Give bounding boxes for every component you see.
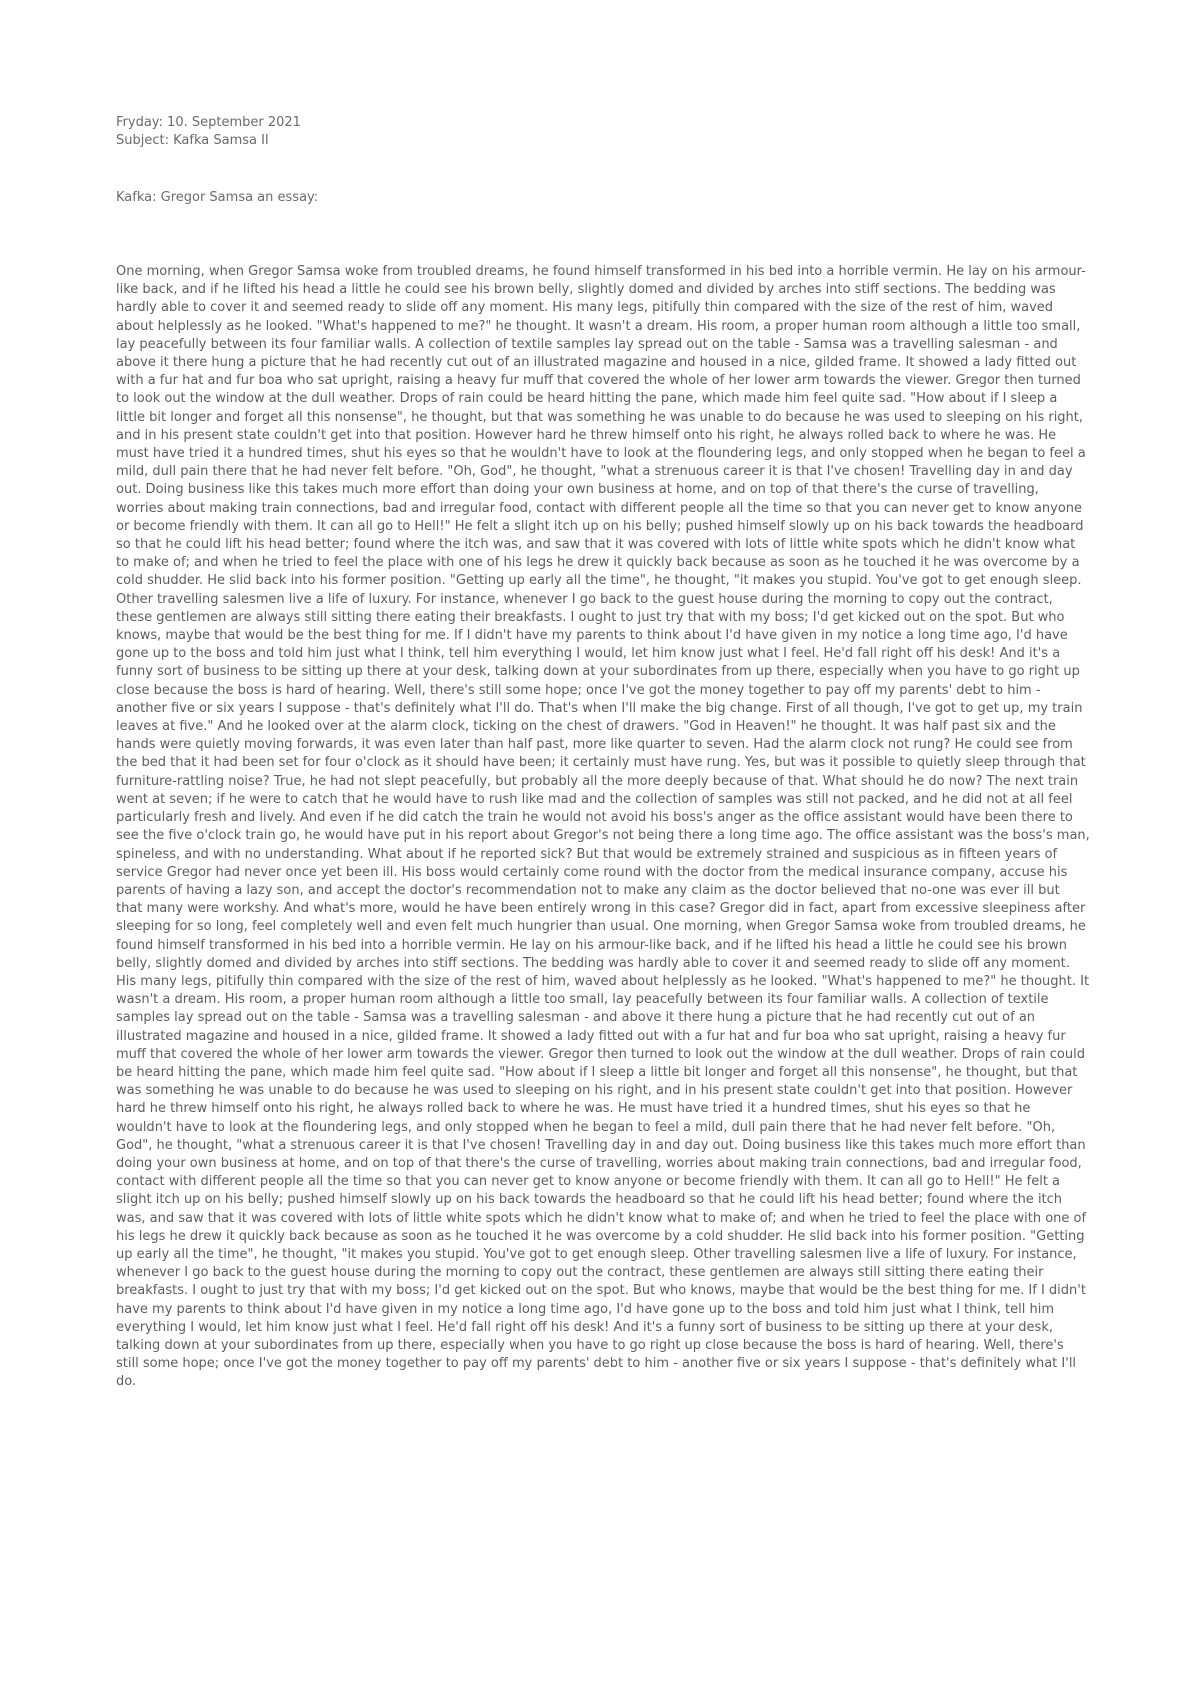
- essay-body: One morning, when Gregor Samsa woke from troubled dreams, he found himself transformed in his bed into a horrible vermin. He lay on his armour-like back, and if he lifted his head a little he could see his brown belly, slightly domed and divided by arches into stiff sections. The bedding was hardly able to cover it and seemed ready to slide off any moment. His many legs, pitifully thin compared with the size of the rest of him, waved about helplessly as he looked. "What's happened to me?" he thought. It wasn't a dream. His room, a proper human room although a little too small, lay peacefully between its four familiar walls. A collection of textile samples lay spread out on the table - Samsa was a travelling salesman - and above it there hung a picture that he had recently cut out of an illustrated magazine and housed in a nice, gilded frame. It showed a lady fitted out with a fur hat and fur boa who sat upright, raising a heavy fur muff that covered the whole of her lower arm towards the viewer. Gregor then turned to look out the window at the dull weather. Drops of rain could be heard hitting the pane, which made him feel quite sad. "How about if I sleep a little bit longer and forget all this nonsense", he thought, but that was something he was unable to do because he was used to sleeping on his right, and in his present state couldn't get into that position. However hard he threw himself onto his right, he always rolled back to where he was. He must have tried it a hundred times, shut his eyes so that he wouldn't have to look at the floundering legs, and only stopped when he began to feel a mild, dull pain there that he had never felt before. "Oh, God", he thought, "what a strenuous career it is that I've chosen! Travelling day in and day out. Doing business like this takes much more effort than doing your own business at home, and on top of that there's the curse of travelling, worries about making train connections, bad and irregular food, contact with different people all the time so that you can never get to know anyone or become friendly with them. It can all go to Hell!" He felt a slight itch up on his belly; pushed himself slowly up on his back towards the headboard so that he could lift his head better; found where the itch was, and saw that it was covered with lots of little white spots which he didn't know what to make of; and when he tried to feel the place with one of his legs he drew it quickly back because as soon as he touched it he was overcome by a cold shudder. He slid back into his former position. "Getting up early all the time", he thought, "it makes you stupid. You've got to get enough sleep. Other travelling salesmen live a life of luxury. For instance, whenever I go back to the guest house during the morning to copy out the contract, these gentlemen are always still sitting there eating their breakfasts. I ought to just try that with my boss; I'd get kicked out on the spot. But who knows, maybe that would be the best thing for me. If I didn't have my parents to think about I'd have given in my notice a long time ago, I'd have gone up to the boss and told him just what I think, tell him everything I would, let him know just what I feel. He'd fall right off his desk! And it's a funny sort of business to be sitting up there at your desk, talking down at your subordinates from up there, especially when you have to go right up close because the boss is hard of hearing. Well, there's still some hope; once I've got the money together to pay off my parents' debt to him - another five or six years I suppose - that's definitely what I'll do. That's when I'll make the big change. First of all though, I've got to get up, my train leaves at five." And he looked over at the alarm clock, ticking on the chest of drawers. "God in Heaven!" he thought. It was half past six and the hands were quietly moving forwards, it was even later than half past, more like quarter to seven. Had the alarm clock not rung? He could see from the bed that it had been set for four o'clock as it should have been; it certainly must have rung. Yes, but was it possible to quietly sleep through that furniture-rattling noise? True, he had not slept peacefully, but probably all the more deeply because of that. What should he do now? The next train went at seven; if he were to catch that he would have to rush like mad and the collection of samples was still not packed, and he did not at all feel particularly fresh and lively. And even if he did catch the train he would not avoid his boss's anger as the office assistant would have been there to see the five o'clock train go, he would have put in his report about Gregor's not being there a long time ago. The office assistant was the boss's man, spineless, and with no understanding. What about if he reported sick? But that would be extremely strained and suspicious as in fifteen years of service Gregor had never once yet been ill. His boss would certainly come round with the doctor from the medical insurance company, accuse his parents of having a lazy son, and accept the doctor's recommendation not to make any claim as the doctor believed that no-one was ever ill but that many were workshy. And what's more, would he have been entirely wrong in this case? Gregor did in fact, apart from excessive sleepiness after sleeping for so long, feel completely well and even felt much hungrier than usual. One morning, when Gregor Samsa woke from troubled dreams, he found himself transformed in his bed into a horrible vermin. He lay on his armour-like back, and if he lifted his head a little he could see his brown belly, slightly domed and divided by arches into stiff sections. The bedding was hardly able to cover it and seemed ready to slide off any moment. His many legs, pitifully thin compared with the size of the rest of him, waved about helplessly as he looked. "What's happened to me?" he thought. It wasn't a dream. His room, a proper human room although a little too small, lay peacefully between its four familiar walls. A collection of textile samples lay spread out on the table - Samsa was a travelling salesman - and above it there hung a picture that he had recently cut out of an illustrated magazine and housed in a nice, gilded frame. It showed a lady fitted out with a fur hat and fur boa who sat upright, raising a heavy fur muff that covered the whole of her lower arm towards the viewer. Gregor then turned to look out the window at the dull weather. Drops of rain could be heard hitting the pane, which made him feel quite sad. "How about if I sleep a little bit longer and forget all this nonsense", he thought, but that was something he was unable to do because he was used to sleeping on his right, and in his present state couldn't get into that position. However hard he threw himself onto his right, he always rolled back to where he was. He must have tried it a hundred times, shut his eyes so that he wouldn't have to look at the floundering legs, and only stopped when he began to feel a mild, dull pain there that he had never felt before. "Oh, God", he thought, "what a strenuous career it is that I've chosen! Travelling day in and day out. Doing business like this takes much more effort than doing your own business at home, and on top of that there's the curse of travelling, worries about making train connections, bad and irregular food, contact with different people all the time so that you can never get to know anyone or become friendly with them. It can all go to Hell!" He felt a slight itch up on his belly; pushed himself slowly up on his back towards the headboard so that he could lift his head better; found where the itch was, and saw that it was covered with lots of little white spots which he didn't know what to make of; and when he tried to feel the place with one of his legs he drew it quickly back because as soon as he touched it he was overcome by a cold shudder. He slid back into his former position. "Getting up early all the time", he thought, "it makes you stupid. You've got to get enough sleep. Other travelling salesmen live a life of luxury. For instance, whenever I go back to the guest house during the morning to copy out the contract, these gentlemen are always still sitting there eating their breakfasts. I ought to just try that with my boss; I'd get kicked out on the spot. But who knows, maybe that would be the best thing for me. If I didn't have my parents to think about I'd have given in my notice a long time ago, I'd have gone up to the boss and told him just what I think, tell him everything I would, let him know just what I feel. He'd fall right off his desk! And it's a funny sort of business to be sitting up there at your desk, talking down at your subordinates from up there, especially when you have to go right up close because the boss is hard of hearing. Well, there's still some hope; once I've got the money together to pay off my parents' debt to him - another five or six years I suppose - that's definitely what I'll do.: [116, 264, 1090, 1390]
- essay-title: Kafka: Gregor Samsa an essay:: [116, 190, 319, 205]
- document-header: [116, 114, 301, 150]
- subject-line: Subject: Kafka Samsa II: [116, 133, 269, 148]
- date-line: Fryday: 10. September 2021: [116, 115, 301, 130]
